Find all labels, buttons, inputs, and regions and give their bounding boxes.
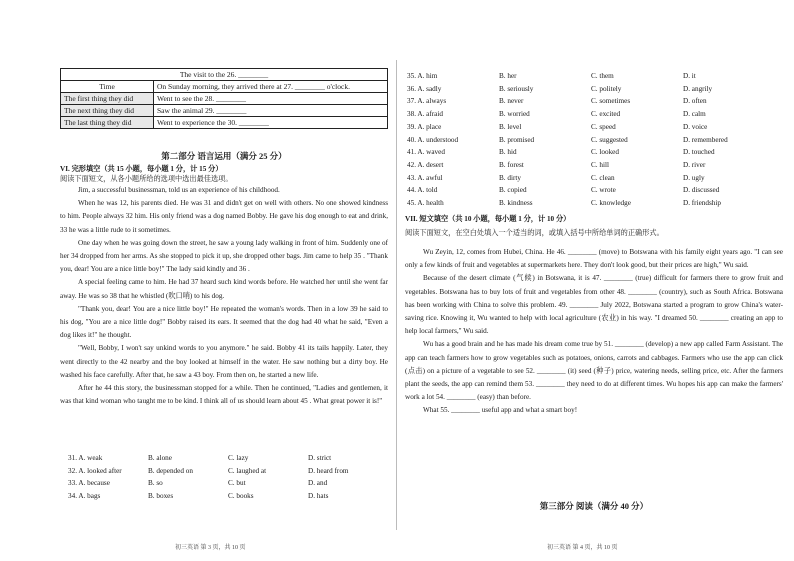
option-b: B. depended on — [148, 466, 193, 475]
option-c: C. them — [591, 72, 614, 80]
option-d: D. strict — [308, 454, 332, 462]
page-footer: 初三英语 第 3 页，共 10 页 — [175, 545, 246, 551]
passage-paragraph: Because of the desert climate (气候) in Botswana, it is 47. ________ (true) difficult for farmers there to grow fruit and vegetables. Botswana has to buy lots of fruit and vegetables from other 48. ________ (country), such as South Africa. Botswana has been working with China to solve this problem. 49. ________ July 2022, Botswana started a program to grow China's water-saving rice. Knowing it, Wu wanted to help with local agriculture (农业) in his way. "I dreamed 50. ________ creating an app to help local farmers," Wu said. — [405, 274, 783, 336]
section7-instructions: 阅读下面短文，在空白处填入一个适当的词，或填入括号中所给单词的正确形式。 — [405, 229, 664, 237]
option-a: 43. A. awful — [407, 173, 443, 182]
part2-title: 第二部分 语言运用（满分 25 分） — [161, 151, 287, 161]
option-b: B. seriously — [499, 84, 534, 93]
option-a: 32. A. looked after — [68, 466, 122, 475]
option-a: 36. A. sadly — [407, 84, 442, 93]
option-a: 42. A. desert — [407, 160, 444, 169]
option-b: B. dirty — [499, 173, 521, 182]
option-b: B. alone — [148, 454, 172, 462]
option-a: 45. A. health — [407, 199, 444, 208]
table-row — [61, 93, 388, 105]
option-a: 39. A. place — [407, 122, 442, 131]
option-b: B. copied — [499, 186, 527, 195]
option-c: C. suggested — [591, 135, 628, 144]
option-b: B. promised — [499, 135, 535, 144]
option-c: C. laughed at — [228, 466, 267, 475]
option-b: B. hid — [499, 148, 517, 157]
passage-paragraph: Wu Zeyin, 12, comes from Hubei, China. He 46. ________ (move) to Botswana with his family eight years ago. "I can see only a few kinds of fruit and vegetables at supermarkets here. They don't look good, but their prices are high," Wu said. — [405, 248, 783, 270]
option-d: D. hats — [308, 492, 329, 501]
option-a: 41. A. waved — [407, 148, 445, 157]
section6-instructions: 阅读下面短文，从各小题所给的选项中选出最佳选项。 — [60, 175, 233, 183]
option-c: C. books — [228, 492, 254, 501]
right-page — [397, 0, 794, 561]
cloze-passage — [60, 184, 388, 408]
option-row — [68, 452, 388, 465]
cloze-paragraph: "Well, Bobby, I won't say unkind words to you anymore." he said. Bobby 41 its tails happily. Later, they went directly to the 42 nearby and the boy looked at himself in the water. He saw nothing but a dirty boy. He washed his face carefully. After that, he saw a 43 boy. From then on, he started a new life. — [60, 344, 388, 379]
option-a: 44. A. told — [407, 186, 438, 195]
option-row — [407, 184, 787, 197]
table-row-label: Time — [61, 81, 154, 93]
table-row-label: The first thing they did — [61, 93, 154, 105]
cloze-paragraph: "Thank you, dear! You are a nice little boy!" He repeated the woman's words. Then in a low 39 he said to his dog, "You are a nice little dog!" Bobby raised its ears. It seemed that the dog had 40 what he said, "Even a dog likes it!" he thought. — [60, 304, 388, 340]
cloze-paragraph: After he 44 this story, the businessman stopped for a while. Then he continued, "Ladies and gentlemen, it was that kind woman who taught me to be kind. I think all of us should learn about 45 . What great power it is!" — [60, 384, 388, 406]
option-d: D. remembered — [683, 135, 728, 144]
option-c: C. speed — [591, 122, 616, 131]
option-d: D. heard from — [308, 466, 349, 475]
option-row — [407, 83, 787, 96]
option-row — [407, 95, 787, 108]
option-a: 33. A. because — [68, 479, 110, 488]
option-c: C. knowledge — [591, 199, 631, 208]
table-title: The visit to the 26. ________ — [61, 69, 388, 81]
option-b: B. her — [499, 72, 517, 80]
option-d: D. and — [308, 479, 328, 488]
option-c: C. looked — [591, 148, 619, 157]
option-a: 31. A. weak — [68, 454, 103, 462]
option-row — [407, 159, 787, 172]
option-d: D. often — [683, 97, 707, 106]
cloze-paragraph: One day when he was going down the street, he saw a young lady walking in front of him. Suddenly one of her 34 dropped from her arms. As she stopped to pick it up, she dropped other bags. Jim came to help 35 . "Thank you, dear! You are a nice little boy!" The lady said kindly and 36 . — [60, 238, 388, 274]
option-a: 34. A. bags — [68, 492, 101, 501]
page-footer: 初三英语 第 4 页，共 10 页 — [547, 545, 618, 551]
option-c: C. excited — [591, 110, 621, 119]
option-c: C. wrote — [591, 186, 616, 195]
section7-title: VII. 短文填空（共 10 小题，每小题 1 分，计 10 分） — [405, 215, 571, 223]
option-a: 40. A. understood — [407, 135, 459, 144]
option-b: B. kindness — [499, 199, 533, 208]
option-d: D. it — [683, 72, 696, 80]
option-d: D. touched — [683, 148, 715, 157]
option-row — [407, 172, 787, 185]
option-d: D. ugly — [683, 173, 705, 182]
option-d: D. calm — [683, 110, 706, 119]
option-d: D. voice — [683, 122, 708, 131]
option-row — [68, 490, 388, 503]
option-d: D. river — [683, 160, 706, 169]
passage-paragraph: Wu has a good brain and he has made his dream come true by 51. ________ (develop) a new app called Farm Assistant. The app can teach farmers how to grow vegetables such as potatoes, onions, carrots and cabbages. Farmers who use the app can click (点击) on a picture of a vegetable to see 52. ________ (it) seed (种子) price, watering needs, selling price, etc. After the farmers plant the seeds, the app can remind them 53. ________ they need to do at different times. Wu hopes his app can make the farmers' work a lot 54. ________ (easy) than before. — [405, 340, 783, 402]
table-row — [61, 105, 388, 117]
option-b: B. never — [499, 97, 524, 106]
option-d: D. discussed — [683, 186, 720, 195]
option-row — [68, 465, 388, 478]
table-row — [61, 117, 388, 129]
option-c: C. but — [228, 479, 246, 488]
option-c: C. lazy — [228, 454, 249, 462]
option-a: 35. A. him — [407, 72, 438, 80]
option-row — [407, 121, 787, 134]
option-b: B. boxes — [148, 492, 174, 501]
table-row-value: On Sunday morning, they arrived there at 27. ________ o'clock. — [154, 81, 388, 93]
table-row — [61, 81, 388, 93]
option-b: B. so — [148, 479, 163, 488]
option-c: C. hill — [591, 160, 609, 169]
option-b: B. forest — [499, 160, 524, 169]
option-a: 38. A. afraid — [407, 110, 443, 119]
cloze-paragraph: Jim, a successful businessman, told us an experience of his childhood. — [78, 186, 280, 194]
option-row — [68, 477, 388, 490]
options-35-45 — [407, 70, 787, 210]
passage-paragraph: What 55. ________ useful app and what a smart boy! — [423, 406, 578, 415]
option-c: C. sometimes — [591, 97, 631, 106]
option-b: B. worried — [499, 110, 530, 119]
option-c: C. clean — [591, 173, 615, 182]
option-row — [407, 197, 787, 210]
table-row-value: Saw the animal 29. ________ — [154, 105, 388, 117]
option-a: 37. A. always — [407, 97, 447, 106]
cloze-paragraph: When he was 12, his parents died. He was 31 and didn't get on well with others. No one showed kindness to him. People always 32 him. His only friend was a dog named Bobby. He gave his dog enough to eat and drink, 33 he was a little rude to it sometimes. — [60, 199, 388, 234]
option-c: C. politely — [591, 84, 622, 93]
table-row-value: Went to see the 28. ________ — [154, 93, 388, 105]
option-row — [407, 108, 787, 121]
table-row-label: The last thing they did — [61, 117, 154, 129]
option-b: B. level — [499, 122, 522, 131]
option-d: D. angrily — [683, 84, 713, 93]
table-row-value: Went to experience the 30. ________ — [154, 117, 388, 129]
option-row — [407, 70, 787, 83]
option-row — [407, 146, 787, 159]
table-row-label: The next thing they did — [61, 105, 154, 117]
cloze-paragraph: A special feeling came to him. He had 37 heard such kind words before. He watched her until she went far away. He was so 38 that he whistled (吹口哨) to his dog. — [60, 278, 388, 300]
section6-title: VI. 完形填空（共 15 小题，每小题 1 分，计 15 分） — [60, 165, 223, 173]
options-31-34 — [68, 452, 388, 503]
visit-table — [60, 68, 388, 129]
part3-title: 第三部分 阅读（满分 40 分） — [539, 501, 649, 511]
fill-passage — [405, 246, 783, 418]
option-row — [407, 134, 787, 147]
option-d: D. friendship — [683, 199, 721, 208]
